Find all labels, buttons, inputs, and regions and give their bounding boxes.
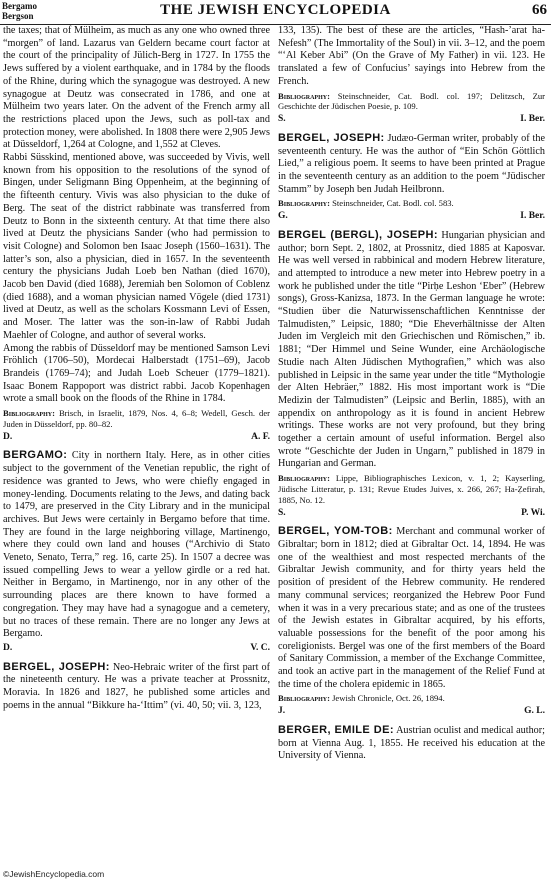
- entry-text: Judæo-German writer, probably of the seventeenth century. He was the author of “Ein Schön Göttlich Lied,” a religious poem. It seems to have been printed at Prague in the seventeenth century as an addition to the poem “Jüdischer Stamm” by Joseph ben Judah Heilbronn.: [278, 132, 545, 195]
- signature-line: [278, 210, 545, 223]
- entry-title: BERGER, EMILE DE:: [278, 723, 394, 736]
- signature-line: [278, 705, 545, 718]
- bibliography-label: Bibliography:: [3, 408, 55, 419]
- bibliography-label: Bibliography:: [278, 90, 330, 101]
- bibliography-text: Steinschneider, Cat. Bodl. col. 583.: [329, 198, 454, 209]
- bibliography: [3, 408, 270, 430]
- signature-left: D.: [3, 431, 13, 442]
- signature-right: P. Wi.: [521, 507, 545, 518]
- bibliography-label: Bibliography:: [278, 473, 330, 484]
- signature-line: [278, 113, 545, 126]
- paragraph: the taxes; that of Mülheim, as much as any one who owned three “morgen” of land. Lazarus van Geldern became court factor at the court of the principality of Jülich-Berg in 1727. In 1755 the Jews suffered by a violent earthquake, and in 1784 by the floods of the Rhine, during which the synagogue was destroyed. A new synagogue at Deutz was consecrated in 1786, and one at Mülheim two years later. On the advent of the French army all the restrictions placed upon the Jews, such as poll-tax and protection money, were abolished. In 1808 there were 2,905 Jews at Düsseldorf, 1,264 at Cologne, and 1,552 at Cleves.: [3, 25, 270, 151]
- signature-line: [278, 507, 545, 520]
- bibliography-text: Lippe, Bibliographisches Lexicon, v. 1, 2; Kayserling, Jüdische Litteratur, p. 131; Revue Etudes Juives, x. 266, 267; Ha-Ẓefirah, 1885, No. 12.: [278, 473, 545, 505]
- signature-right: A. F.: [251, 431, 270, 442]
- signature-left: J.: [278, 706, 286, 717]
- entry-text: Austrian oculist and medical author; born at Vienna Aug. 1, 1855. He received his education at the University of Vienna.: [278, 724, 545, 762]
- entry-text: Hungarian physician and author; born Sept. 2, 1802, at Prossnitz, died 1885 at Kaposvar. He was well versed in rabbinical and modern Hebrew literature, and attempted to introduce a new meter into Hebrew poetry in a work he published under the title “Pirḥe Leshon ‘Eber” (Hebrew songs), Gross-Kanizsa, 1873. In the German language he wrote: “Studien über die Naturwissenschaftlichen Kenntnisse der Talmudisten,” Leipsic, 1880; “Die Eheverhältnisse der Alten Juden im Vergleich mit den Griechischen und Römischen,” ib. 1881; “Der Himmel und Seine Wunder, eine Archäologische Studie nach Alten Jüdischen Mythografien,” which was also published in Leipsic in the same year under the title “Mythologie der Alten Hebräer,” 1882. His most important work is “Die Medizin der Talmudisten” (Leipsic and Berlin, 1885), with an appendix on anthropology as it is found in ancient Hebrew writings. These works are not very profound, but they bring together a certain amount of useful information. Bergel also wrote “Geschichte der Juden in Ungarn,” published in 1879 in Hungarian and German.: [278, 229, 545, 470]
- signature-right: I. Ber.: [520, 114, 545, 125]
- signature-left: S.: [278, 507, 286, 518]
- right-column: [278, 25, 545, 865]
- left-column: [3, 25, 270, 865]
- entry-text: City in northern Italy. Here, as in other cities subject to the government of the Venetian republic, the right of residence was granted to Jews, who were chiefly engaged in money-lending. Documents relating to the Jews, and dating back to 1479, are preserved in the City Library and in the municipal archives. But Jews were certainly in Bergamo before that time. They are found in the large neighboring village, Martinengo, where they could own land and houses (“Archivio di Stato Veneto, Senato, Terra,” reg. 16, carte 25). In 1507 a decree was issued compelling Jews to wear a yellow girdle or a red hat. Neither in Bergamo, in Martinengo, nor in any other of the surrounding places are there known to have formed a congregation. They may have had a synagogue and a cemetery, but no traces of these remain. There are no longer any Jews at Bergamo.: [3, 450, 270, 640]
- entry-bergel-bergl-joseph: [278, 229, 545, 471]
- running-title: THE JEWISH ENCYCLOPEDIA: [160, 2, 391, 18]
- entry-bergel-yom-tob: [278, 525, 545, 691]
- entry-title: BERGEL, JOSEPH:: [3, 660, 110, 673]
- entry-title: BERGEL (BERGL), JOSEPH:: [278, 228, 438, 241]
- bibliography: [278, 198, 545, 209]
- bibliography-text: Steinschneider, Cat. Bodl. col. 197; Delitzsch, Zur Geschichte der Jüdischen Poesie, p. 109.: [278, 90, 545, 112]
- signature-left: S.: [278, 114, 286, 125]
- bibliography: [278, 473, 545, 505]
- entry-bergel-joseph: [3, 661, 270, 713]
- footer-credit: [3, 869, 104, 879]
- entry-text: Merchant and communal worker of Gibraltar; born in 1812; died at Gibraltar Oct. 14, 1894. He was one of the wealthiest and most respected merchants of the Gibraltar Jewish community, and for thirty years held the position of president of the Hebrew community. He rendered many communal services; reorganized the Hebrew Poor Fund when it was in a very precarious state; and as one of the trustees of the Jewish estates in Gibraltar acquired, by his efforts, valuable possessions for the benefit of the poor among his coreligionists. Bergel was one of the first members of the Board of Sanitary Commission, a member of the Exchange Committee, and took an active part in the management of the Relief Fund at the time of the cholera epidemic in 1865.: [278, 526, 545, 690]
- entry-text: Neo-Hebraic writer of the first part of the nineteenth century. He was a private teacher at Prossnitz, Moravia. In 1826 and 1827, he published some articles and poems in the annual “Bikkure ha-‘Ittim” (vi. 40, 50; vii. 3, 123,: [3, 661, 270, 711]
- entry-title: BERGAMO:: [3, 449, 68, 462]
- bibliography-label: Bibliography:: [278, 198, 330, 209]
- signature-right: V. C.: [250, 642, 270, 653]
- bibliography-text: Jewish Chronicle, Oct. 26, 1894.: [329, 693, 445, 704]
- signature-left: D.: [3, 642, 13, 653]
- paragraph: Rabbi Süsskind, mentioned above, was succeeded by Vivis, well known from his opposition to the resolutions of the synod of Bingen, under Seligmann Bing Oppenheim, at the beginning of the fifteenth century. Vivis was also physician to the duke of Berg. The seat of the district rabbinate was transferred from Deutz to Bonn in the sixteenth century. At that time there also lived at Deutz the physicians Sander (who had permission to visit Cologne) and Solomon ben Isaac Joseph (1560–1631). The latter’s son, also a physician, died in 1657. In the seventeenth century the physicians Judah Loeb ben Nathan (died 1670), Jacob ben David (died 1688), Jeremiah ben Solomon of Coblenz (died 1688), and a woman physician named Vögele (died 1731) lived at Deutz, as well as the scholars Kossmann Levi of Essen, and Moser. The latter was the son-in-law of Rabbi Judah Maehler of Cologne, and author of several works.: [3, 152, 270, 341]
- entry-title: BERGEL, YOM-TOB:: [278, 525, 393, 538]
- guide-word-bottom: Bergson: [2, 11, 34, 21]
- bibliography-text: Brisch, in Israelit, 1879, Nos. 4, 6–8; Wedell, Gesch. der Juden in Düsseldorf, pp. 80–82.: [3, 408, 270, 429]
- page-number: 66: [532, 2, 547, 18]
- paragraph: 133, 135). The best of these are the articles, “Hash-’arat ha-Nefesh” (The Immortality of the Soul) in vii. 3–12, and the poem “‘Al Keber Abi” (On the Grave of My Father) in vii. 123. He translated a few of Confucius’ sayings into Hebrew from the French.: [278, 25, 545, 87]
- entry-berger-emile-de: [278, 724, 545, 763]
- signature-line: [3, 642, 270, 655]
- page-header: [0, 0, 551, 25]
- signature-line: [3, 431, 270, 444]
- footer-text: ©JewishEncyclopedia.com: [3, 869, 105, 879]
- guide-word-top: Bergamo: [2, 1, 37, 11]
- entry-title: BERGEL, JOSEPH:: [278, 131, 385, 144]
- bibliography: [278, 693, 545, 704]
- paragraph: Among the rabbis of Düsseldorf may be mentioned Samson Levi Fröhlich (1706–50), Mordecai Halberstadt (1751–69), Jacob Brandeis (1769–74); and Judah Loeb Scheuer (1779–1821). Isaac Bonem Rappoport was district rabbi. Jacob Kopenhagen wrote a small book on the floods of the Rhine in 1784.: [3, 342, 270, 405]
- bibliography: [278, 91, 545, 113]
- entry-bergamo: [3, 449, 270, 641]
- signature-right: I. Ber.: [520, 211, 545, 222]
- signature-right: G. L.: [524, 706, 545, 717]
- signature-left: G.: [278, 211, 288, 222]
- entry-bergel-joseph-2: [278, 132, 545, 197]
- bibliography-label: Bibliography:: [278, 693, 330, 704]
